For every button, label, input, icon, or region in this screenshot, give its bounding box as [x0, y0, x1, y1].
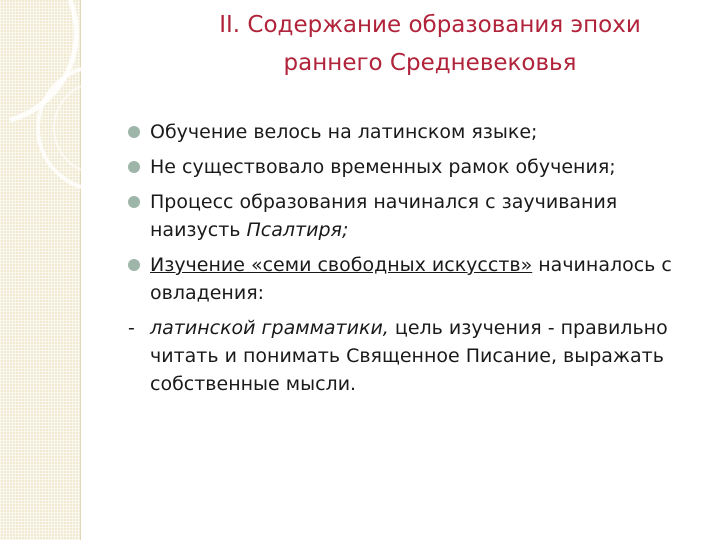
- bullet-item-text-underlined: Изучение «семи свободных искусств»: [150, 254, 533, 276]
- decorative-circles-icon: [0, 0, 140, 240]
- bullet-item-4: [128, 251, 708, 307]
- bullet-item-1: [128, 118, 708, 146]
- bullet-item-text-italic: Псалтиря;: [246, 219, 349, 241]
- bullet-dot-icon: [128, 161, 140, 173]
- bullet-item-text: [150, 188, 708, 244]
- slide-title: [150, 6, 710, 82]
- bullet-item-text-plain: начиналось с овладения:: [150, 254, 672, 304]
- slide-title-line-1: II. Содержание образования эпохи: [219, 12, 641, 38]
- bullet-dot-icon: [128, 196, 140, 208]
- dash-item-text-italic: латинской грамматики,: [150, 317, 389, 339]
- dash-item-text-plain: цель изучения - правильно читать и понимать Священное Писание, выражать собственные мысли.: [150, 317, 668, 395]
- bullet-item-text-plain: Процесс образования начинался с заучивания наизусть: [150, 191, 618, 241]
- slide-title-line-2: раннего Средневековья: [283, 50, 577, 76]
- dash-item-text: [150, 317, 668, 395]
- bullet-dot-icon: [128, 126, 140, 138]
- bullet-item-text: Обучение велось на латинском языке;: [150, 121, 538, 143]
- bullet-dot-icon: [128, 259, 140, 271]
- bullet-item-text: [150, 251, 708, 307]
- dash-marker: -: [128, 317, 135, 339]
- bullet-item-3: [128, 188, 708, 244]
- slide-content: [128, 118, 708, 398]
- dash-item: [128, 314, 708, 398]
- bullet-item-2: [128, 153, 708, 181]
- bullet-item-text: Не существовало временных рамок обучения;: [150, 156, 616, 178]
